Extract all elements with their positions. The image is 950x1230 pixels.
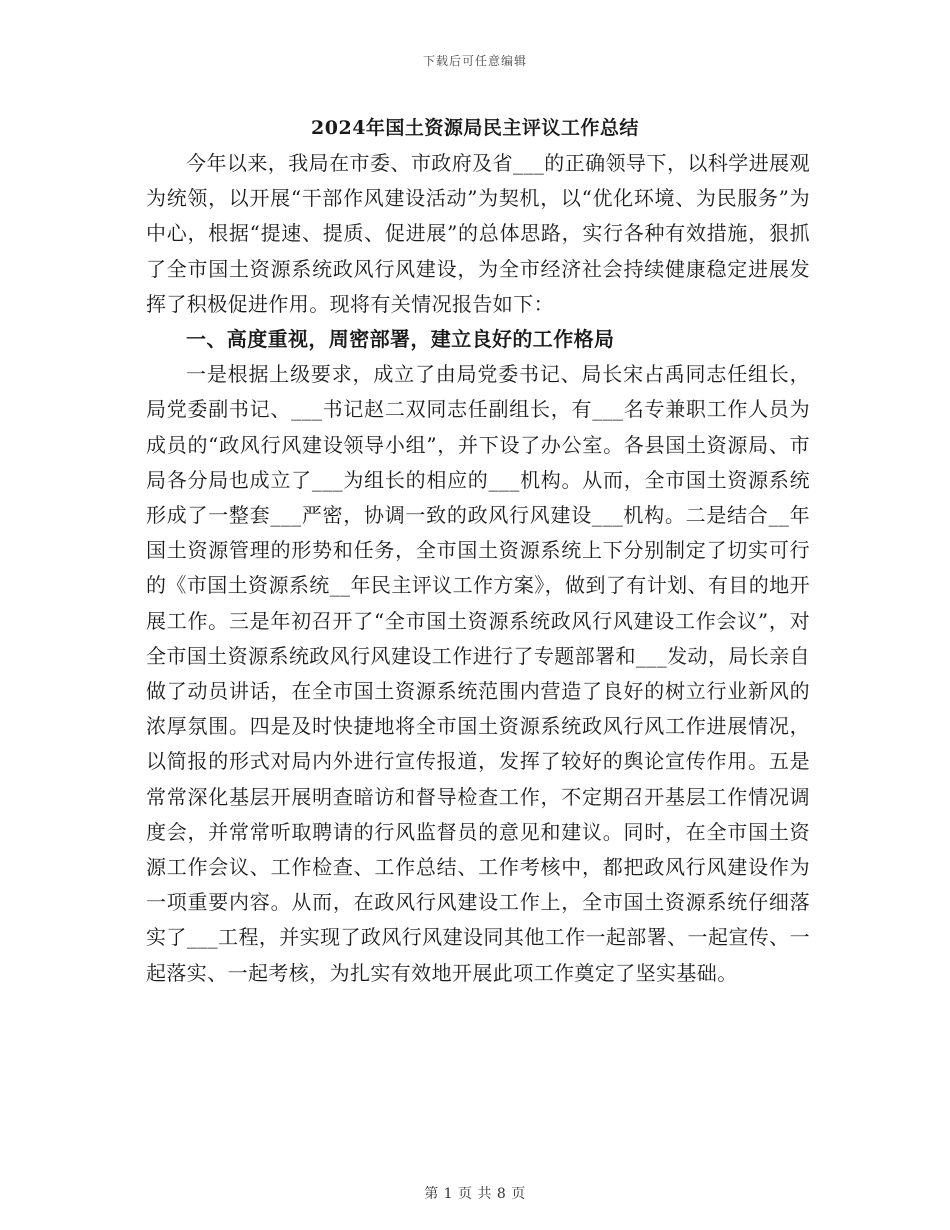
document-body <box>146 146 810 991</box>
document-title: 2024年国土资源局民主评议工作总结 <box>311 117 639 139</box>
section-heading-1: 一、高度重视，周密部署，建立良好的工作格局 <box>186 327 615 352</box>
page-header: 下载后可任意编辑 <box>422 54 527 68</box>
page-number: 第 1 页 共 8 页 <box>424 1186 526 1202</box>
body-paragraph: 一是根据上级要求，成立了由局党委书记、局长宋占禹同志任组长，局党委副书记、___书记赵二双同志任副组长，有___名专兼职工作人员为成员的“政风行风建设领导小组”，并下设了办公室。各县国土资源局、市局各分局也成立了___为组长的相应的___机构。从而，全市国土资源系统形成了一整套___严密，协调一致的政风行风建设___机构。二是结合__年国土资源管理的形势和任务，全市国土资源系统上下分别制定了切实可行的《市国土资源系统__年民主评议工作方案》，做到了有计划、有目的地开展工作。三是年初召开了“全市国土资源系统政风行风建设工作会议”，对全市国土资源系统政风行风建设工作进行了专题部署和___发动，局长亲自做了动员讲话，在全市国土资源系统范围内营造了良好的树立行业新风的浓厚氛围。四是及时快捷地将全市国土资源系统政风行风工作进展情况，以简报的形式对局内外进行宣传报道，发挥了较好的舆论宣传作用。五是常常深化基层开展明查暗访和督导检查工作，不定期召开基层工作情况调度会，并常常听取聘请的行风监督员的意见和建议。同时，在全市国土资源工作会议、工作检查、工作总结、工作考核中，都把政风行风建设作为一项重要内容。从而，在政风行风建设工作上，全市国土资源系统仔细落实了___工程，并实现了政风行风建设同其他工作一起部署、一起宣传、一起落实、一起考核，为扎实有效地开展此项工作奠定了坚实基础。 <box>146 362 810 985</box>
intro-paragraph: 今年以来，我局在市委、市政府及省___的正确领导下，以科学进展观为统领，以开展“干部作风建设活动”为契机，以“优化环境、为民服务”为中心，根据“提速、提质、促进展”的总体思路，实行各种有效措施，狠抓了全市国土资源系统政风行风建设，为全市经济社会持续健康稳定进展发挥了积极促进作用。现将有关情况报告如下： <box>146 151 810 316</box>
